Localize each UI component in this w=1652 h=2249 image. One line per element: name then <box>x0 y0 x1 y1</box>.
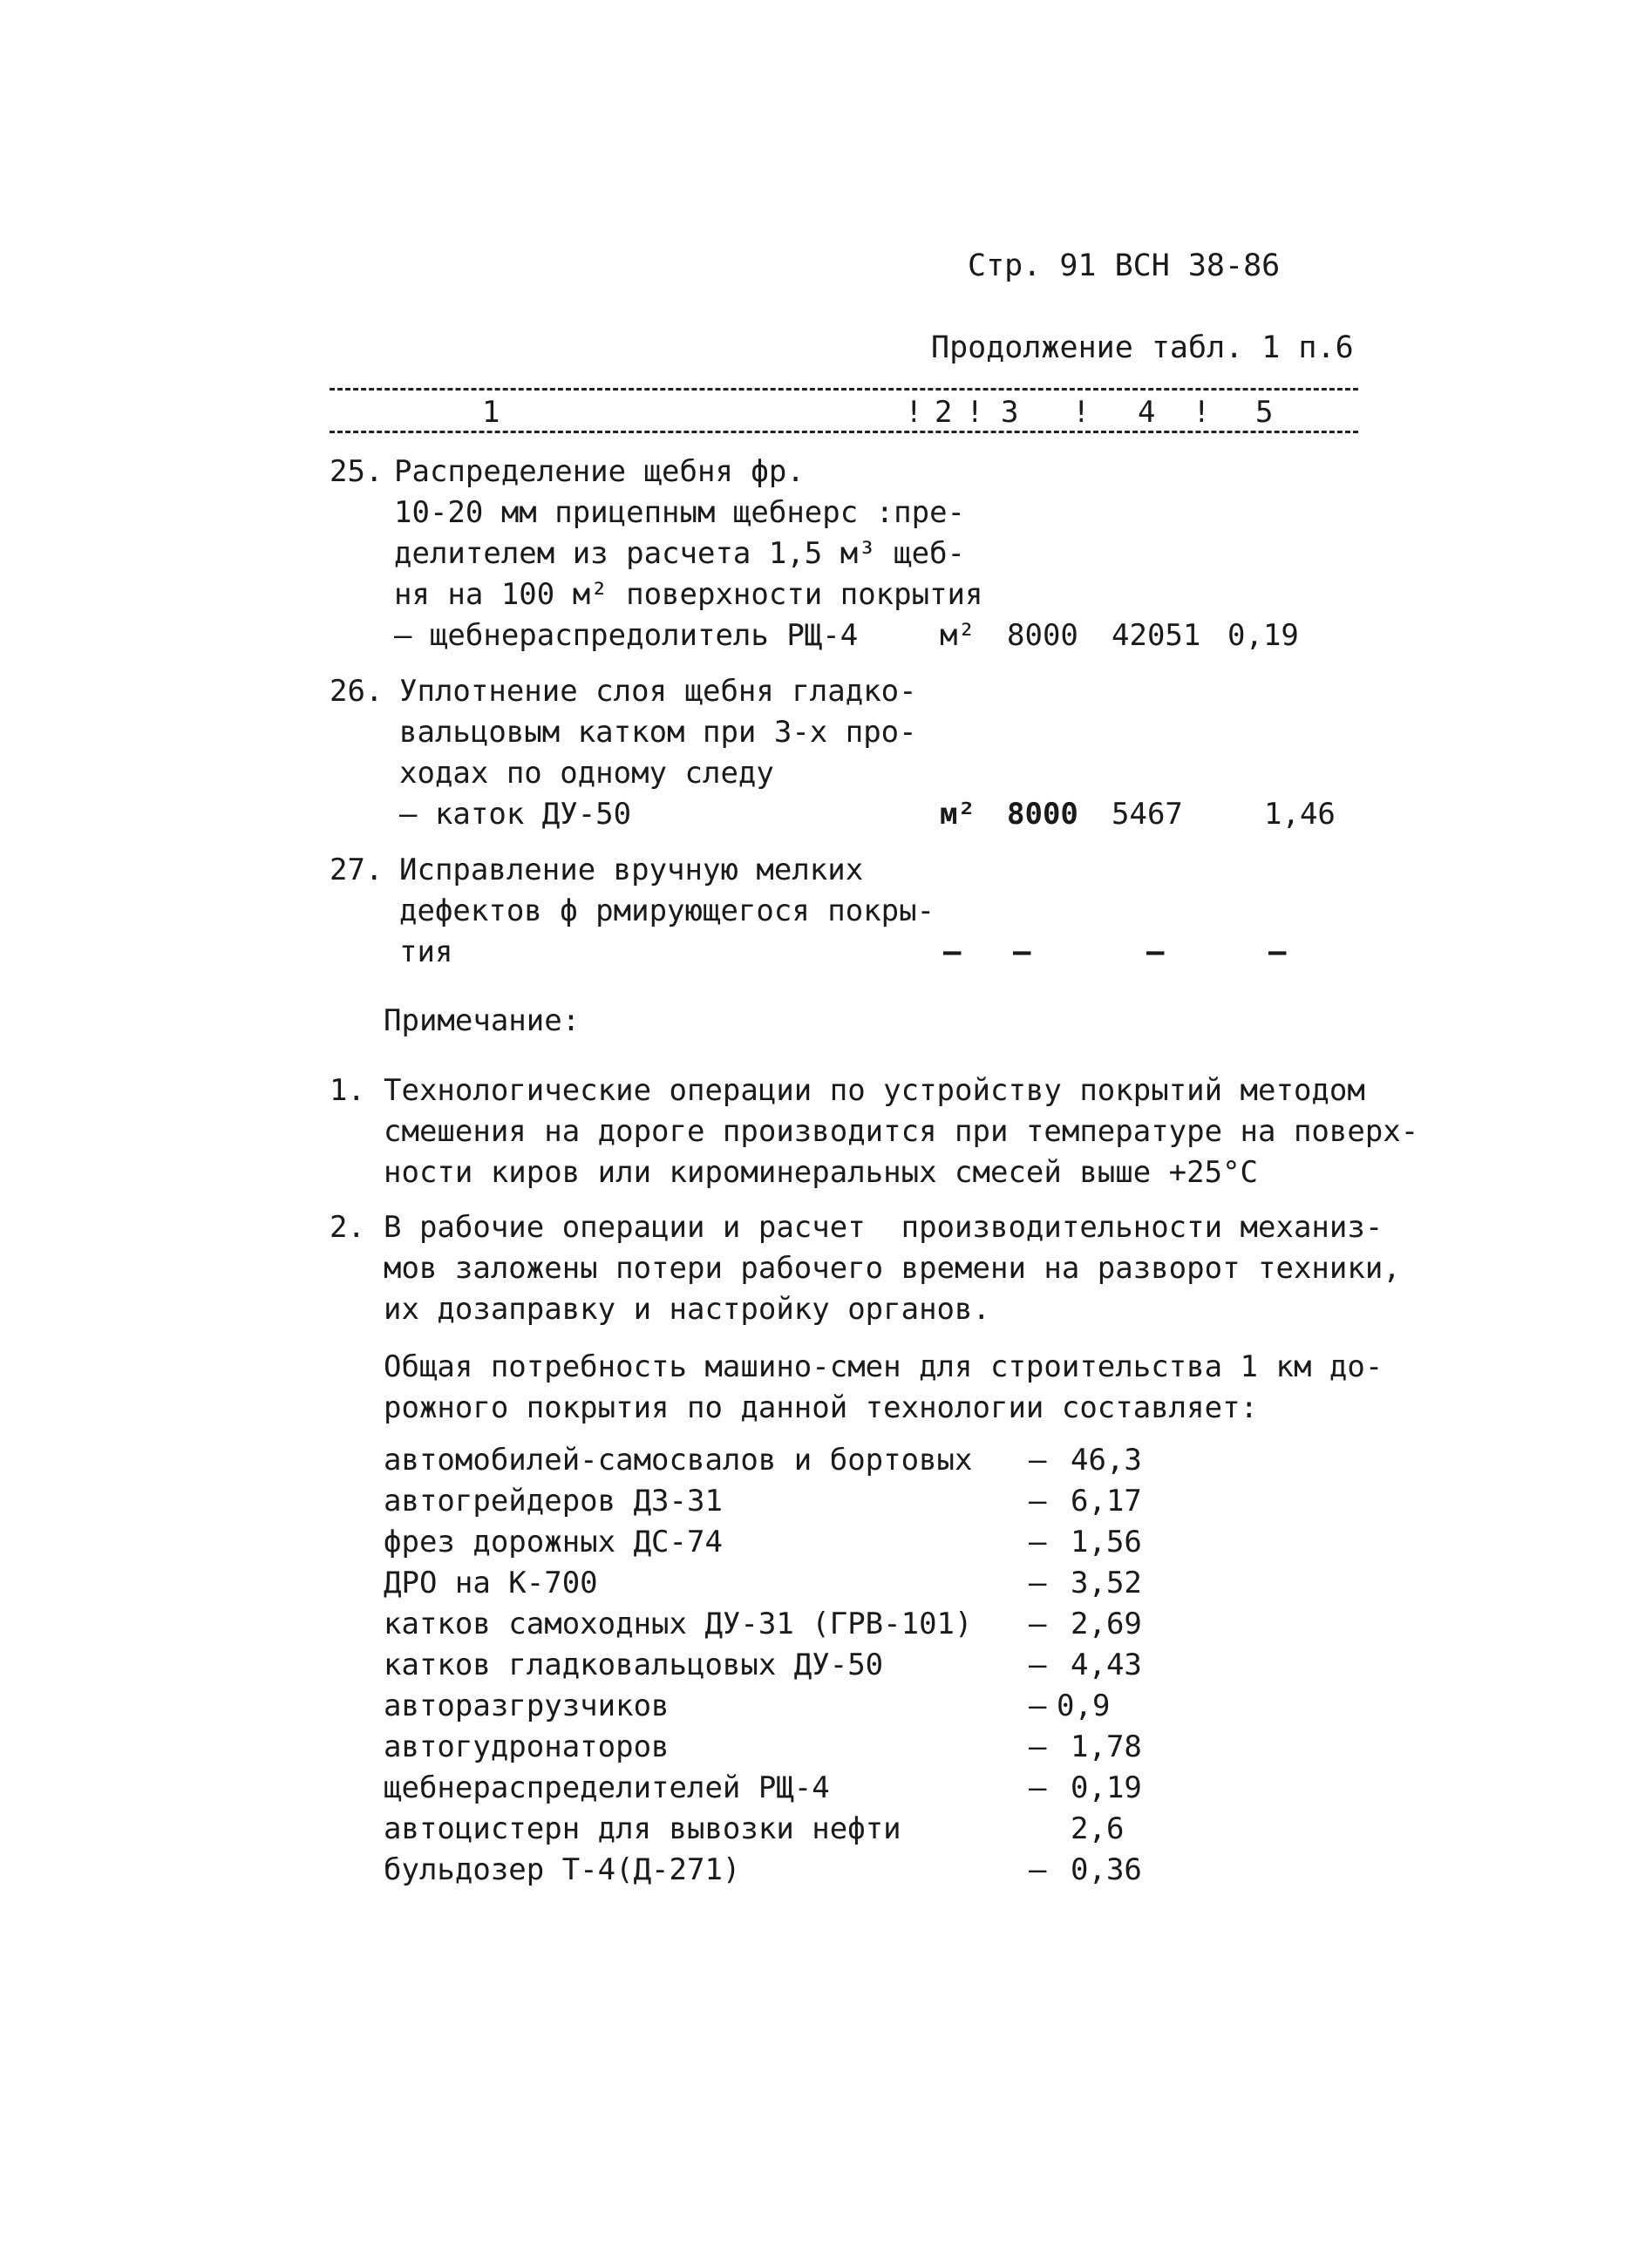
machine-value: 0,9 <box>1057 1688 1111 1723</box>
column-separator: ! <box>1072 395 1091 430</box>
column-separator: ! <box>966 395 984 430</box>
note-line: В рабочие операции и расчет производительности механиз- <box>384 1210 1383 1245</box>
machine-value: 2,69 <box>1071 1607 1142 1641</box>
machine-dash: – <box>1029 1566 1047 1600</box>
machine-dash: – <box>1029 1770 1047 1805</box>
note-line: смешения на дороге производится при температуре на поверх- <box>384 1114 1419 1149</box>
summary-line: рожного покрытия по данной технологии составляет: <box>384 1390 1259 1425</box>
column-header-3: 3 <box>1001 395 1019 430</box>
row-number: 26. <box>330 674 384 709</box>
row-text-line: Уплотнение слоя щебня гладко- <box>399 674 917 709</box>
productivity-cell: 5467 <box>1112 797 1183 832</box>
row-text-line: Исправление вручную мелких <box>399 853 864 887</box>
row-text-line: дефектов ф рмирующегося покры- <box>399 893 935 928</box>
summary-line: Общая потребность машино-смен для строительства 1 км до- <box>384 1349 1383 1384</box>
table-continuation-label: Продолжение табл. 1 п.6 <box>931 330 1354 365</box>
column-header-5: 5 <box>1255 395 1274 430</box>
machine-value: 2,6 <box>1071 1811 1125 1846</box>
machine-value: 1,78 <box>1071 1729 1142 1764</box>
quantity-cell: 8000 <box>1007 618 1078 653</box>
note-line: мов заложены потери рабочего времени на разворот техники, <box>384 1251 1401 1286</box>
machine-name: ДРО на К-700 <box>384 1566 598 1600</box>
machine-name: катков гладковальцовых ДУ-50 <box>384 1648 884 1682</box>
machine-value: 46,3 <box>1071 1443 1142 1478</box>
table-top-rule <box>330 388 1358 391</box>
row-text-line: Распределение щебня фр. <box>394 454 805 489</box>
note-number: 2. <box>330 1210 365 1245</box>
machine-value: 3,52 <box>1071 1566 1142 1600</box>
machine-dash: – <box>1029 1688 1047 1723</box>
machine-name: авторазгрузчиков <box>384 1688 670 1723</box>
machine-shifts-cell: 1,46 <box>1264 797 1336 832</box>
row-text-line: ня на 100 м² поверхности покрытия <box>394 577 983 612</box>
note-line: Технологические операции по устройству покрытий методом <box>384 1073 1365 1108</box>
machine-value: 0,19 <box>1071 1770 1142 1805</box>
machine-dash: – <box>1029 1443 1047 1478</box>
row-text-line: тия <box>399 934 453 969</box>
row-text-line: – щебнераспредолитель РЩ-4 <box>394 618 859 653</box>
machine-name: автомобилей-самосвалов и бортовых <box>384 1443 973 1478</box>
machine-name: фрез дорожных ДС-74 <box>384 1525 723 1559</box>
machine-shifts-cell: – <box>1268 934 1287 969</box>
machine-name: автогудронаторов <box>384 1729 670 1764</box>
row-text-line: ходах по одному следу <box>399 756 774 791</box>
column-header-2: 2 <box>935 395 953 430</box>
machine-name: катков самоходных ДУ-31 (ГРВ-101) <box>384 1607 973 1641</box>
column-header-4: 4 <box>1138 395 1156 430</box>
column-separator: ! <box>905 395 923 430</box>
row-text-line: – каток ДУ-50 <box>399 797 632 832</box>
machine-value: 4,43 <box>1071 1648 1142 1682</box>
machine-name: бульдозер Т-4(Д-271) <box>384 1852 741 1887</box>
row-number: 25. <box>330 454 384 489</box>
machine-dash: – <box>1029 1852 1047 1887</box>
machine-value: 1,56 <box>1071 1525 1142 1559</box>
machine-dash: – <box>1029 1525 1047 1559</box>
row-text-line: 10-20 мм прицепным щебнерс :пре- <box>394 495 966 530</box>
unit-cell: – <box>943 934 962 969</box>
note-number: 1. <box>330 1073 365 1108</box>
note-line: их дозаправку и настройку органов. <box>384 1292 990 1327</box>
machine-name: автогрейдеров ДЗ-31 <box>384 1484 723 1519</box>
unit-cell: м² <box>940 618 976 653</box>
row-text-line: вальцовым катком при 3-х про- <box>399 715 917 750</box>
machine-name: автоцистерн для вывозки нефти <box>384 1811 901 1846</box>
page-reference: Стр. 91 ВСН 38-86 <box>968 248 1281 283</box>
machine-dash: – <box>1029 1607 1047 1641</box>
column-separator: ! <box>1193 395 1211 430</box>
machine-dash: – <box>1029 1484 1047 1519</box>
unit-cell: м² <box>940 797 976 832</box>
productivity-cell: 42051 <box>1112 618 1201 653</box>
quantity-cell: 8000 <box>1007 797 1078 832</box>
row-number: 27. <box>330 853 384 887</box>
row-text-line: делителем из расчета 1,5 м³ щеб- <box>394 536 966 571</box>
quantity-cell: – <box>1013 934 1031 969</box>
productivity-cell: – <box>1146 934 1165 969</box>
machine-name: щебнераспределителей РЩ-4 <box>384 1770 830 1805</box>
machine-dash: – <box>1029 1729 1047 1764</box>
machine-value: 0,36 <box>1071 1852 1142 1887</box>
note-heading: Примечание: <box>384 1003 581 1038</box>
machine-shifts-cell: 0,19 <box>1227 618 1299 653</box>
machine-value: 6,17 <box>1071 1484 1142 1519</box>
machine-dash: – <box>1029 1648 1047 1682</box>
column-header-1: 1 <box>482 395 500 430</box>
note-line: ности киров или кироминеральных смесей выше +25°С <box>384 1155 1259 1190</box>
